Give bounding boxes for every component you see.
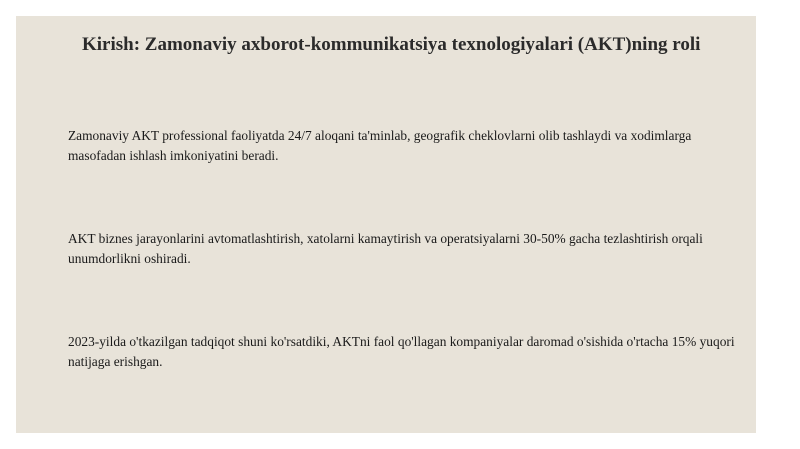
paragraph-remote-work: Zamonaviy AKT professional faoliyatda 24/7 aloqani ta'minlab, geografik cheklovlarni olib tashlaydi va xodimlarga masofadan ishlash imkoniyatini beradi. bbox=[68, 128, 692, 163]
paragraph-research: 2023-yilda o'tkazilgan tadqiqot shuni ko'rsatdiki, AKTni faol qo'llagan kompaniyalar daromad o'sishida o'rtacha 15% yuqori natijaga erishgan. bbox=[68, 334, 735, 369]
slide-title: Kirish: Zamonaviy axborot-kommunikatsiya texnologiyalari (AKT)ning roli bbox=[82, 34, 701, 55]
paragraph-automation: AKT biznes jarayonlarini avtomatlashtirish, xatolarni kamaytirish va operatsiyalarni 30-50% gacha tezlashtirish orqali unumdorlikni oshiradi. bbox=[68, 231, 703, 266]
slide bbox=[16, 16, 756, 433]
